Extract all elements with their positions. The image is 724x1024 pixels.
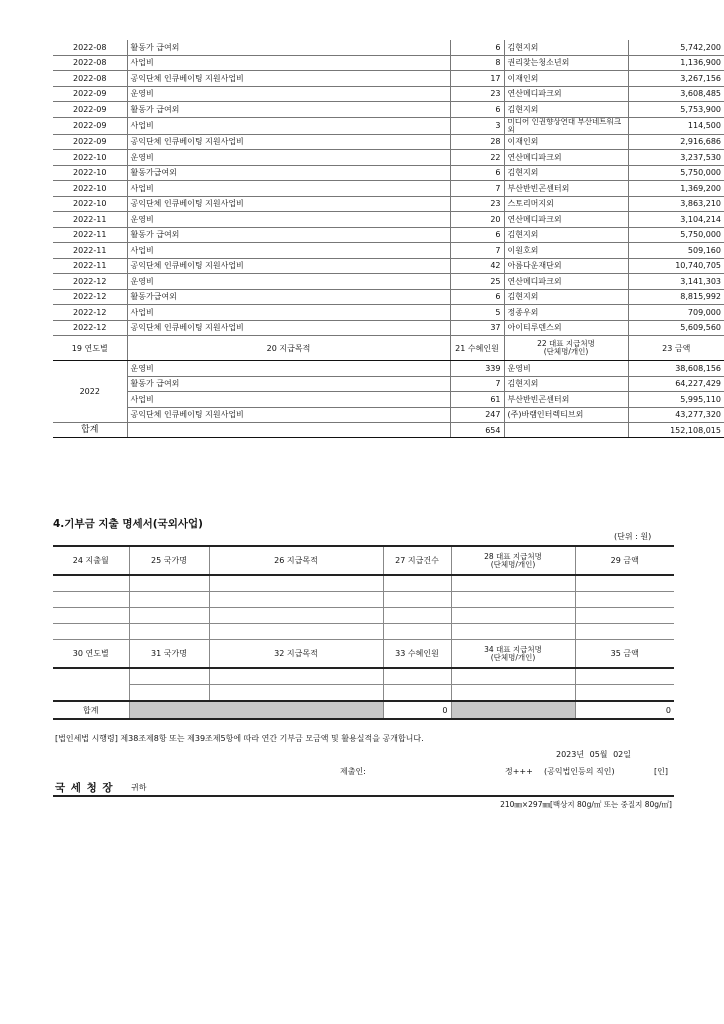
table-cell: 3,267,156 bbox=[628, 71, 724, 87]
table-row bbox=[53, 274, 724, 290]
table-cell: 42 bbox=[450, 258, 504, 274]
submitter-label: 제출인: bbox=[340, 767, 366, 776]
table-cell: 10,740,705 bbox=[628, 258, 724, 274]
submission-date: 2023년 05월 02일 bbox=[556, 750, 631, 759]
table-cell: 509,160 bbox=[628, 243, 724, 259]
table-cell: 5,609,560 bbox=[628, 320, 724, 336]
col-header: 22 대표 지급처명 (단체명/개인) bbox=[504, 336, 628, 361]
table-cell: 활동가 급여외 bbox=[127, 376, 450, 392]
addressee-suffix: 귀하 bbox=[131, 783, 147, 792]
table-cell: 연산메디파크외 bbox=[504, 150, 628, 166]
table-cell: 활동가급여외 bbox=[127, 165, 450, 181]
table-row bbox=[53, 55, 724, 71]
table-cell: 2022-11 bbox=[53, 212, 127, 228]
overseas-header-row bbox=[53, 546, 674, 575]
table-cell: 7 bbox=[450, 181, 504, 197]
col-header: 32 지급목적 bbox=[209, 640, 383, 669]
table-row bbox=[53, 243, 724, 259]
table-row bbox=[53, 102, 724, 118]
table-row bbox=[53, 40, 724, 55]
table-cell: 연산메디파크외 bbox=[504, 212, 628, 228]
col-header: 30 연도별 bbox=[53, 640, 129, 669]
col-header: 29 금액 bbox=[575, 546, 674, 575]
table-cell: 2022-08 bbox=[53, 71, 127, 87]
donation-expense-overseas-table bbox=[53, 545, 674, 720]
summary-row bbox=[53, 376, 724, 392]
table-cell: 5,995,110 bbox=[628, 392, 724, 408]
table-cell: 2022-08 bbox=[53, 55, 127, 71]
table-cell: 운영비 bbox=[127, 361, 450, 377]
table-row bbox=[53, 117, 724, 134]
col-header: 23 금액 bbox=[628, 336, 724, 361]
table-cell: 25 bbox=[450, 274, 504, 290]
table-cell: 이원호외 bbox=[504, 243, 628, 259]
table-cell: 1,136,900 bbox=[628, 55, 724, 71]
table-cell: 8 bbox=[450, 55, 504, 71]
table-cell: 3,104,214 bbox=[628, 212, 724, 228]
overseas-summary-header-row bbox=[53, 640, 674, 669]
table-cell: 2022-08 bbox=[53, 40, 127, 55]
table-cell: 김현지외 bbox=[504, 40, 628, 55]
col-header: 25 국가명 bbox=[129, 546, 209, 575]
table-cell: 사업비 bbox=[127, 117, 450, 134]
summary-header-row bbox=[53, 336, 724, 361]
table-cell: 아이티루덴스외 bbox=[504, 320, 628, 336]
table-cell: 1,369,200 bbox=[628, 181, 724, 197]
table-cell: 6 bbox=[450, 40, 504, 55]
table-row bbox=[53, 196, 724, 212]
table-cell: 김현지외 bbox=[504, 165, 628, 181]
table-cell: 운영비 bbox=[504, 361, 628, 377]
table-cell: 김현지외 bbox=[504, 227, 628, 243]
table-cell: 정종우외 bbox=[504, 305, 628, 321]
table-cell: 5,750,000 bbox=[628, 227, 724, 243]
table-cell: 3,863,210 bbox=[628, 196, 724, 212]
col-header: 33 수혜인원 bbox=[383, 640, 451, 669]
unit-label: (단위 : 원) bbox=[614, 532, 652, 541]
table-cell: 아름다운재단외 bbox=[504, 258, 628, 274]
total-label: 합계 bbox=[53, 701, 129, 719]
table-cell: 김현지외 bbox=[504, 102, 628, 118]
table-cell: 2022-11 bbox=[53, 227, 127, 243]
table-cell: 김현지외 bbox=[504, 289, 628, 305]
seal-mark: [인] bbox=[654, 767, 668, 776]
table-cell: 38,608,156 bbox=[628, 361, 724, 377]
table-cell: 미디어 인권향상연대 부산네트워크외 bbox=[504, 117, 628, 134]
table-cell: 활동가급여외 bbox=[127, 289, 450, 305]
table-cell: 운영비 bbox=[127, 212, 450, 228]
table-cell: 김현지외 bbox=[504, 376, 628, 392]
total-count: 0 bbox=[383, 701, 451, 719]
gray-cell bbox=[129, 701, 383, 719]
total-row bbox=[53, 423, 724, 438]
legal-note: [법인세법 시행령] 제38조제8항 또는 제39조제5항에 따라 연간 기부금 모금액 및 활용실적을 공개합니다. bbox=[55, 734, 424, 743]
table-row bbox=[53, 181, 724, 197]
table-cell: 사업비 bbox=[127, 55, 450, 71]
submitter-name: 정+++ bbox=[505, 767, 533, 776]
table-cell: 2022-12 bbox=[53, 289, 127, 305]
table-cell: 5,750,000 bbox=[628, 165, 724, 181]
table-cell: 운영비 bbox=[127, 86, 450, 102]
table-row bbox=[53, 305, 724, 321]
table-cell: 2022-09 bbox=[53, 86, 127, 102]
table-cell: 연산메디파크외 bbox=[504, 86, 628, 102]
col-header: 24 지출월 bbox=[53, 546, 129, 575]
col-header: 28 대표 지급처명 (단체명/개인) bbox=[451, 546, 575, 575]
table-cell: 사업비 bbox=[127, 243, 450, 259]
table-cell: (주)바램인터렉티브외 bbox=[504, 407, 628, 423]
summary-row bbox=[53, 407, 724, 423]
table-row bbox=[53, 134, 724, 150]
gray-cell bbox=[451, 701, 575, 719]
col-header: 35 금액 bbox=[575, 640, 674, 669]
table-cell: 2022-09 bbox=[53, 117, 127, 134]
table-cell: 7 bbox=[450, 376, 504, 392]
table-row bbox=[53, 212, 724, 228]
table-cell: 339 bbox=[450, 361, 504, 377]
table-cell: 2022-12 bbox=[53, 305, 127, 321]
overseas-total-row bbox=[53, 701, 674, 719]
table-cell: 64,227,429 bbox=[628, 376, 724, 392]
table-cell: 2022-09 bbox=[53, 134, 127, 150]
table-cell: 247 bbox=[450, 407, 504, 423]
col-header: 20 지급목적 bbox=[127, 336, 450, 361]
table-cell: 23 bbox=[450, 86, 504, 102]
table-row bbox=[53, 150, 724, 166]
table-cell: 114,500 bbox=[628, 117, 724, 134]
table-row bbox=[53, 86, 724, 102]
table-cell: 3,608,485 bbox=[628, 86, 724, 102]
table-cell: 연산메디파크외 bbox=[504, 274, 628, 290]
table-cell: 6 bbox=[450, 102, 504, 118]
empty-cell bbox=[504, 423, 628, 438]
table-cell: 3 bbox=[450, 117, 504, 134]
summary-row bbox=[53, 392, 724, 408]
total-label: 합계 bbox=[53, 423, 127, 438]
table-cell: 20 bbox=[450, 212, 504, 228]
table-cell: 709,000 bbox=[628, 305, 724, 321]
col-header: 34 대표 지급처명 (단체명/개인) bbox=[451, 640, 575, 669]
table-cell: 3,237,530 bbox=[628, 150, 724, 166]
table-cell: 활동가 급여외 bbox=[127, 40, 450, 55]
table-cell: 운영비 bbox=[127, 274, 450, 290]
addressee-agency: 국 세 청 장 bbox=[55, 782, 114, 794]
table-cell: 23 bbox=[450, 196, 504, 212]
table-cell: 활동가 급여외 bbox=[127, 227, 450, 243]
col-header: 31 국가명 bbox=[129, 640, 209, 669]
table-row bbox=[53, 289, 724, 305]
table-cell: 17 bbox=[450, 71, 504, 87]
table-cell: 7 bbox=[450, 243, 504, 259]
col-header: 21 수혜인원 bbox=[450, 336, 504, 361]
table-cell: 2022-12 bbox=[53, 320, 127, 336]
table-cell: 6 bbox=[450, 165, 504, 181]
table-cell: 6 bbox=[450, 227, 504, 243]
table-cell: 28 bbox=[450, 134, 504, 150]
table-cell: 22 bbox=[450, 150, 504, 166]
table-cell: 61 bbox=[450, 392, 504, 408]
table-row bbox=[53, 71, 724, 87]
table-row bbox=[53, 227, 724, 243]
table-cell: 6 bbox=[450, 289, 504, 305]
total-count: 654 bbox=[450, 423, 504, 438]
table-cell: 2022-10 bbox=[53, 165, 127, 181]
table-cell: 공익단체 인큐베이팅 지원사업비 bbox=[127, 258, 450, 274]
table-row bbox=[53, 320, 724, 336]
table-row bbox=[53, 165, 724, 181]
submitter-role: (공익법인등의 직인) bbox=[544, 767, 615, 776]
table-cell: 2022-11 bbox=[53, 258, 127, 274]
total-amount: 152,108,015 bbox=[628, 423, 724, 438]
empty-row bbox=[53, 624, 674, 640]
table-row bbox=[53, 258, 724, 274]
col-header: 26 지급목적 bbox=[209, 546, 383, 575]
empty-cell bbox=[127, 423, 450, 438]
donation-expense-domestic-table bbox=[53, 40, 724, 438]
table-cell: 사업비 bbox=[127, 392, 450, 408]
empty-row bbox=[53, 668, 674, 685]
table-cell: 스토리머지외 bbox=[504, 196, 628, 212]
empty-row bbox=[53, 608, 674, 624]
table-cell: 8,815,992 bbox=[628, 289, 724, 305]
empty-row bbox=[53, 575, 674, 592]
table-cell: 활동가 급여외 bbox=[127, 102, 450, 118]
table-cell: 사업비 bbox=[127, 181, 450, 197]
col-header: 27 지급건수 bbox=[383, 546, 451, 575]
table-cell: 2,916,686 bbox=[628, 134, 724, 150]
table-cell: 3,141,303 bbox=[628, 274, 724, 290]
table-cell: 이재인외 bbox=[504, 71, 628, 87]
table-cell: 운영비 bbox=[127, 150, 450, 166]
table-cell: 2022-09 bbox=[53, 102, 127, 118]
table-cell: 2022-10 bbox=[53, 150, 127, 166]
table-cell: 권리찾는청소년외 bbox=[504, 55, 628, 71]
empty-row bbox=[53, 592, 674, 608]
section-4-title: 4.기부금 지출 명세서(국외사업) bbox=[53, 518, 203, 530]
summary-row bbox=[53, 361, 724, 377]
table-cell: 2022-10 bbox=[53, 181, 127, 197]
table-cell: 공익단체 인큐베이팅 지원사업비 bbox=[127, 407, 450, 423]
footer-rule bbox=[53, 795, 674, 797]
empty-row bbox=[53, 685, 674, 702]
table-cell: 5,753,900 bbox=[628, 102, 724, 118]
table-cell: 2022-12 bbox=[53, 274, 127, 290]
table-cell: 공익단체 인큐베이팅 지원사업비 bbox=[127, 196, 450, 212]
col-header: 19 연도별 bbox=[53, 336, 127, 361]
table-cell: 공익단체 인큐베이팅 지원사업비 bbox=[127, 320, 450, 336]
total-amount: 0 bbox=[575, 701, 674, 719]
table-cell: 사업비 bbox=[127, 305, 450, 321]
table-cell: 5 bbox=[450, 305, 504, 321]
table-cell: 5,742,200 bbox=[628, 40, 724, 55]
table-cell: 공익단체 인큐베이팅 지원사업비 bbox=[127, 71, 450, 87]
table-cell: 37 bbox=[450, 320, 504, 336]
summary-year: 2022 bbox=[53, 361, 127, 423]
table-cell: 43,277,320 bbox=[628, 407, 724, 423]
table-cell: 2022-10 bbox=[53, 196, 127, 212]
table-cell: 2022-11 bbox=[53, 243, 127, 259]
paper-spec: 210㎜×297㎜[백상지 80g/㎡ 또는 중질지 80g/㎡] bbox=[500, 800, 672, 809]
table-cell: 이재인외 bbox=[504, 134, 628, 150]
table-cell: 부산반빈곤센터외 bbox=[504, 181, 628, 197]
table-cell: 공익단체 인큐베이팅 지원사업비 bbox=[127, 134, 450, 150]
table-cell: 부산반빈곤센터외 bbox=[504, 392, 628, 408]
